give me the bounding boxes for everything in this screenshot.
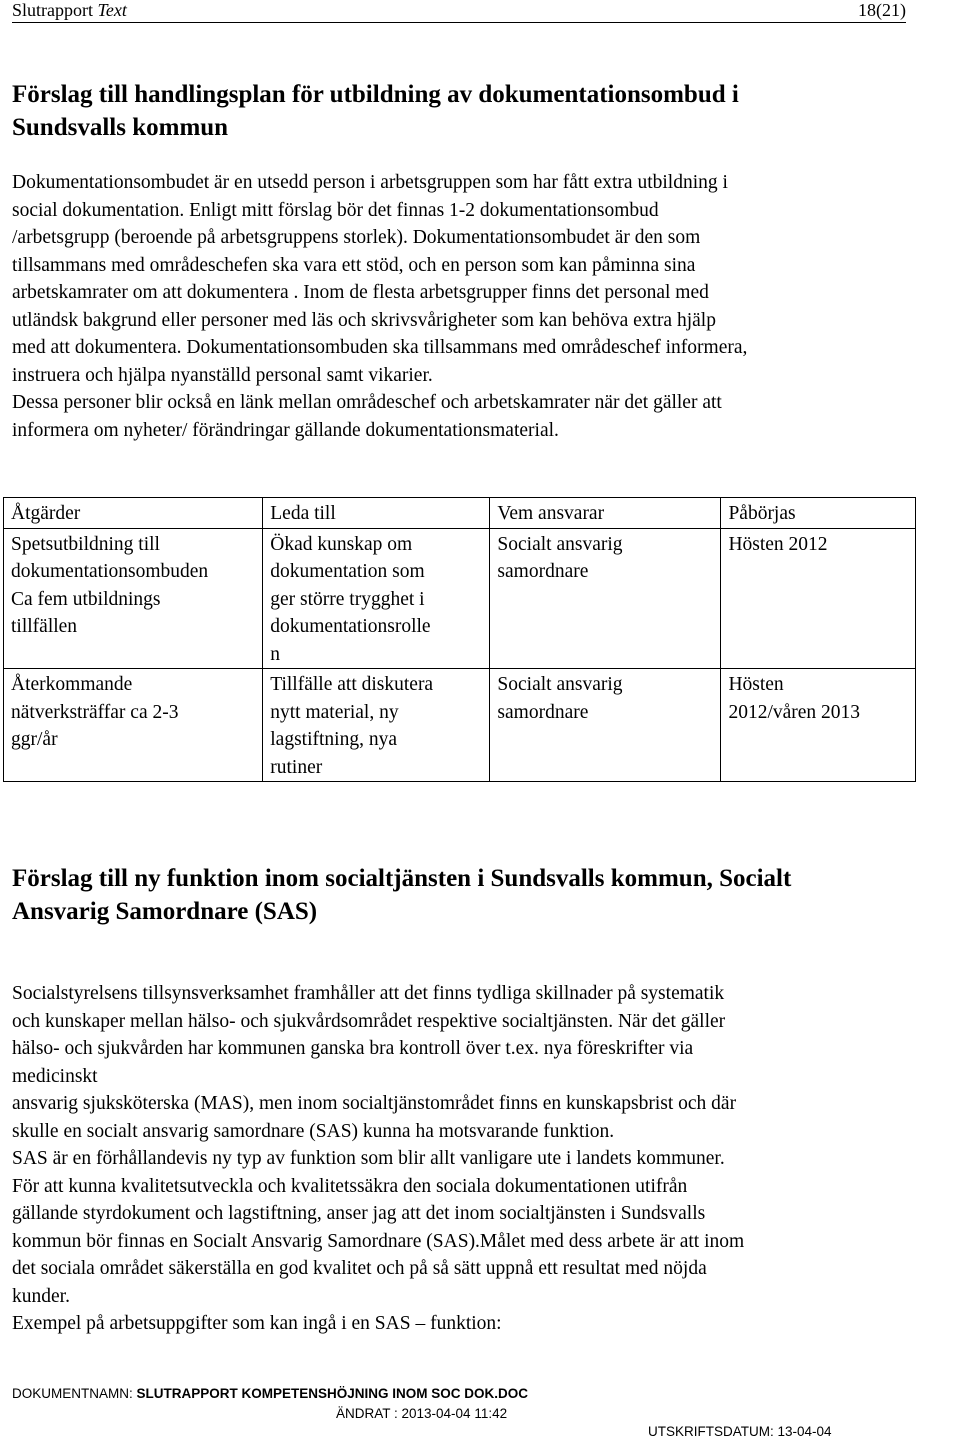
col-header-atgarder: Åtgärder <box>4 498 263 529</box>
table-cell: Hösten 2012 <box>721 528 916 669</box>
footer-printdate: UTSKRIFTSDATUM: 13-04-04 <box>648 1424 832 1439</box>
table-cell: Spetsutbildning till dokumentationsombuden Ca fem utbildnings tillfällen <box>4 528 263 669</box>
section1-body: Dokumentationsombudet är en utsedd person i arbetsgruppen som har fått extra utbildning i social dokumentation. Enligt mitt förslag bör det finnas 1-2 dokumentationsombud /arbetsgrupp (beroende på arbetsgruppens storlek). Dokumentationsombudet är den som tillsammans med områdeschefen ska vara ett stöd, och en person som kan påminna sina arbetskamrater om att dokumentera . Inom de flesta arbetsgrupper finns det personal med utländsk bakgrund eller personer med läs och skrivsvårigheter som kan behöva extra hjälp med att dokumentera. Dokumentationsombuden ska tillsammans med områdeschef informera, instruera och hjälpa nyanställd personal samt vikarier. Dessa personer blir också en länk mellan områdeschef och arbetskamrater när det gäller att informera om nyheter/ förändringar gällande dokumentationsmaterial. <box>12 172 748 441</box>
table-cell: Socialt ansvarig samordnare <box>490 528 721 669</box>
col-header-vem-ansvarar: Vem ansvarar <box>490 498 721 529</box>
table-cell: Återkommande nätverksträffar ca 2-3 ggr/år <box>4 669 263 782</box>
table-cell: Socialt ansvarig samordnare <box>490 669 721 782</box>
page-number: 18(21) <box>858 0 906 20</box>
table-cell: Ökad kunskap om dokumentation som ger större trygghet i dokumentationsrolle n <box>263 528 490 669</box>
table-cell: Tillfälle att diskutera nytt material, ny lagstiftning, nya rutiner <box>263 669 490 782</box>
table-header-row <box>4 498 916 529</box>
table-row <box>4 669 916 782</box>
table-row <box>4 528 916 669</box>
page-header <box>12 0 906 23</box>
section1-heading: Förslag till handlingsplan för utbildning av dokumentationsombud i Sundsvalls kommun <box>12 81 739 141</box>
footer-docname: DOKUMENTNAMN: SLUTRAPPORT KOMPETENSHÖJNING INOM SOC DOK.DOC <box>12 1386 529 1401</box>
table-cell: Hösten 2012/våren 2013 <box>721 669 916 782</box>
col-header-leda-till: Leda till <box>263 498 490 529</box>
section2-heading: Förslag till ny funktion inom socialtjänsten i Sundsvalls kommun, Socialt Ansvarig Samordnare (SAS) <box>12 865 792 925</box>
header-title: Slutrapport Text <box>12 0 127 20</box>
footer-changed: ÄNDRAT : 2013-04-04 11:42 <box>336 1406 508 1421</box>
section2-body: Socialstyrelsens tillsynsverksamhet framhåller att det finns tydliga skillnader på systematik och kunskaper mellan hälso- och sjukvårdsområdet respektive socialtjänsten. När det gäller hälso- och sjukvården har kommunen ganska bra kontroll över t.ex. nya föreskrifter via medicinskt ansvarig sjuksköterska (MAS), men inom socialtjänstområdet finns en kunskapsbrist och där skulle en socialt ansvarig samordnare (SAS) kunna ha motsvarande funktion. SAS är en förhållandevis ny typ av funktion som blir allt vanligare ute i landets kommuner. För att kunna kvalitetsutveckla och kvalitetssäkra den sociala dokumentationen utifrån gällande styrdokument och lagstiftning, anser jag att det inom socialtjänsten i Sundsvalls kommun bör finnas en Socialt Ansvarig Samordnare (SAS).Målet med dess arbete är att inom det sociala området säkerställa en god kvalitet och på så sätt uppnå ett resultat med nöjda kunder. Exempel på arbetsuppgifter som kan ingå i en SAS – funktion: <box>12 983 745 1334</box>
action-plan-table <box>3 497 916 782</box>
col-header-paborjas: Påbörjas <box>721 498 916 529</box>
